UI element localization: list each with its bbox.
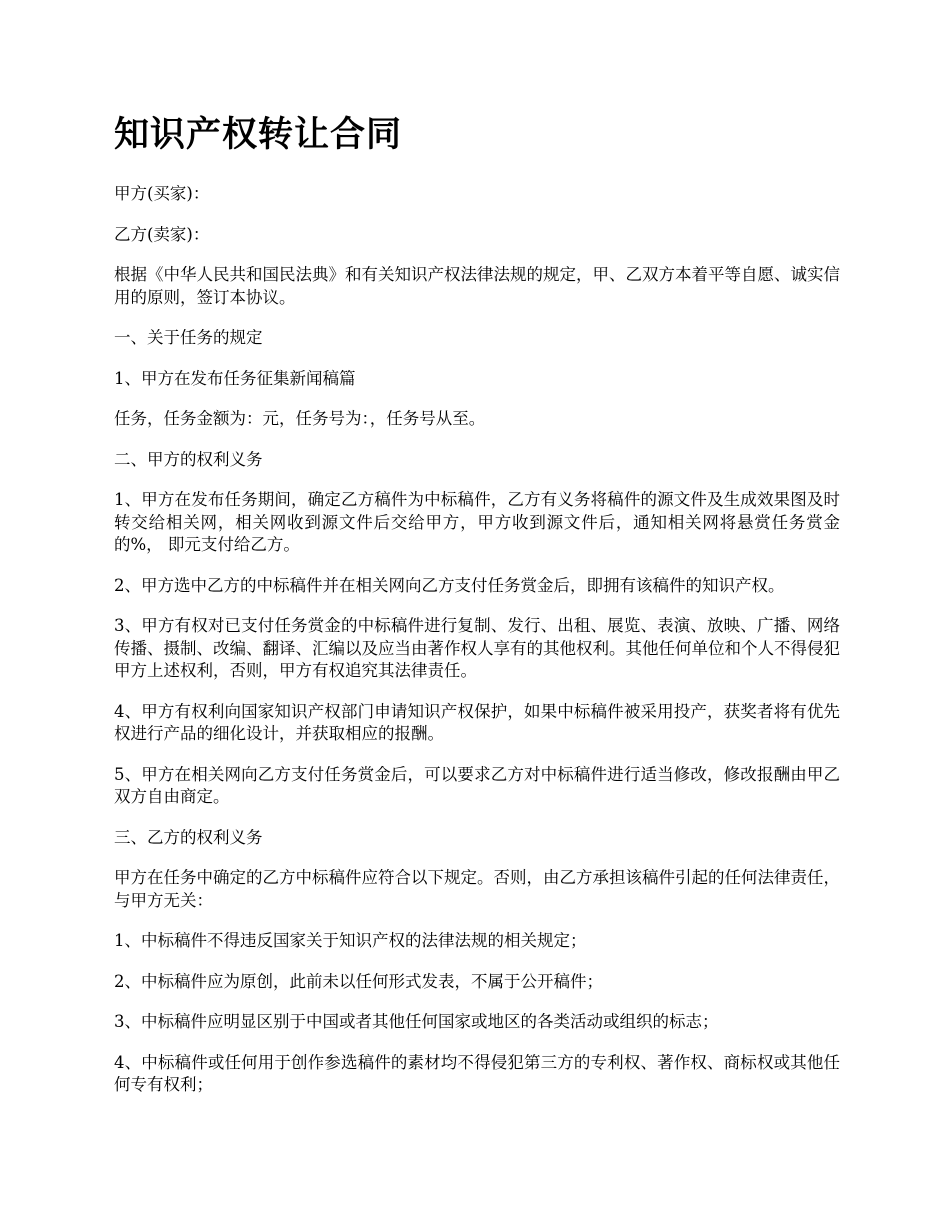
section-2-clause-2: 2、甲方选中乙方的中标稿件并在相关网向乙方支付任务赏金后，即拥有该稿件的知识产权。	[114, 575, 785, 595]
section-1-clause-1: 1、甲方在发布任务征集新闻稿篇	[114, 368, 356, 388]
section-2-clause-3: 3、甲方有权对已支付任务赏金的中标稿件进行复制、发行、出租、展览、表演、放映、广播、网络传播、摄制、改编、翻译、汇编以及应当由著作权人享有的其他权利。其他任何单位和个人不得侵犯甲方上述权利，否则，甲方有权追究其法律责任。	[114, 616, 840, 680]
section-heading-1: 一、关于任务的规定	[114, 328, 263, 347]
section-3-clause-4: 4、中标稿件或任何用于创作参选稿件的素材均不得侵犯第三方的专利权、著作权、商标权或其他任何专有权利；	[114, 1052, 840, 1094]
section-heading-3: 三、乙方的权利义务	[114, 827, 263, 847]
section-heading-2: 二、甲方的权利义务	[114, 449, 263, 469]
section-3-clause-2: 2、中标稿件应为原创，此前未以任何形式发表，不属于公开稿件；	[114, 971, 603, 991]
section-2-clause-4: 4、甲方有权利向国家知识产权部门申请知识产权保护，如果中标稿件被采用投产，获奖者将有优先权进行产品的细化设计，并获取相应的报酬。	[114, 701, 840, 743]
section-3-clause-1: 1、中标稿件不得违反国家关于知识产权的法律法规的相关规定；	[114, 931, 587, 950]
party-a-line: 甲方(买家)：	[114, 184, 210, 203]
section-2-clause-1: 1、甲方在发布任务期间，确定乙方稿件为中标稿件，乙方有义务将稿件的源文件及生成效果图及时转交给相关网，相关网收到源文件后交给甲方，甲方收到源文件后，通知相关网将悬赏任务赏金的%， 即元支付给乙方。	[114, 490, 840, 554]
section-1-clause-2: 任务，任务金额为：元，任务号为：，任务号从至。	[114, 409, 486, 428]
section-3-intro: 甲方在任务中确定的乙方中标稿件应符合以下规定。否则，由乙方承担该稿件引起的任何法律责任，与甲方无关：	[114, 868, 840, 910]
party-b-line: 乙方(卖家)：	[114, 224, 210, 244]
document-page	[114, 113, 840, 1115]
section-3-clause-3: 3、中标稿件应明显区别于中国或者其他任何国家或地区的各类活动或组织的标志；	[114, 1012, 719, 1031]
document-title: 知识产权转让合同	[114, 114, 403, 155]
section-2-clause-5: 5、甲方在相关网向乙方支付任务赏金后，可以要求乙方对中标稿件进行适当修改，修改报酬由甲乙双方自由商定。	[114, 764, 840, 806]
preamble-paragraph: 根据《中华人民共和国民法典》和有关知识产权法律法规的规定，甲、乙双方本着平等自愿、诚实信用的原则，签订本协议。	[114, 265, 840, 307]
